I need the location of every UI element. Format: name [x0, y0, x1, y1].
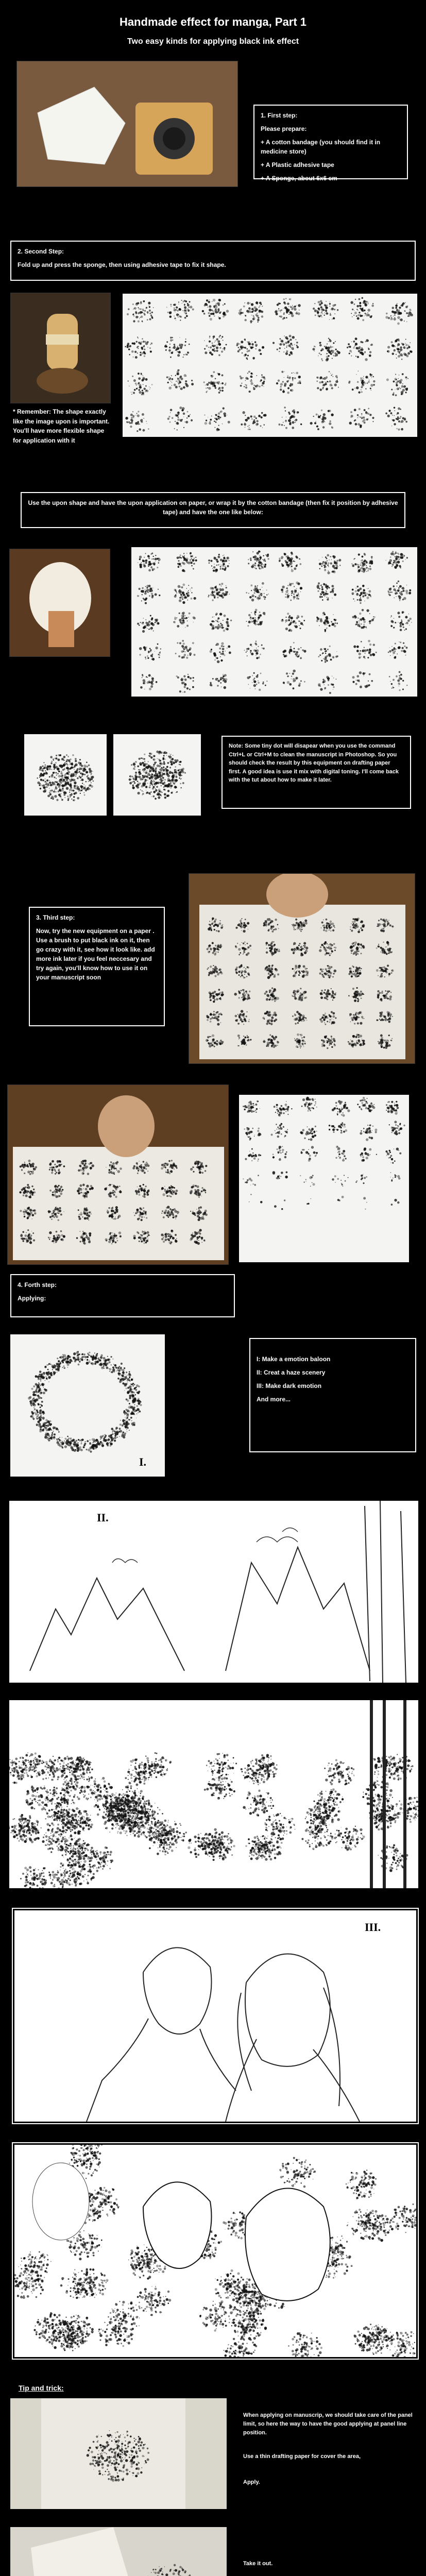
step1-heading: 1. First step:	[261, 112, 298, 119]
tip-takeout-photo	[10, 2527, 227, 2576]
step4-applying: Applying:	[18, 1295, 46, 1302]
dark-emotion-lineart	[13, 1909, 418, 2123]
step2-body: Fold up and press the sponge, then using adhesive tape to fix it shape.	[18, 261, 226, 268]
step4-heading: 4. Forth step:	[18, 1281, 57, 1289]
stamping-photo-2	[7, 1084, 229, 1265]
ink-dots-sheet-3	[239, 1095, 409, 1262]
emotion-balloon-panel	[10, 1334, 165, 1477]
uses-box	[249, 1338, 416, 1452]
step4-box	[10, 1274, 235, 1317]
step1-box	[253, 105, 408, 182]
roman-two: II.	[97, 1511, 109, 1524]
step1-line-0: Please prepare:	[261, 125, 307, 132]
roman-one: I.	[139, 1455, 147, 1468]
tip-text-2: Use a thin drafting paper for cover the area,	[243, 2453, 361, 2460]
use-item-0: I: Make a emotion baloon	[257, 1355, 331, 1363]
blot-sample-right	[113, 734, 201, 816]
use-item-1: II: Creat a haze scenery	[257, 1369, 326, 1376]
page-subtitle: Two easy kinds for applying black ink effect	[127, 37, 299, 46]
bandage-note: Use the upon shape and have the upon application on paper, or wrap it by the cotton bandage (then fix it position by adhesive tape) and have the one like below:	[28, 499, 398, 516]
step2-heading: 2. Second Step:	[18, 248, 64, 255]
folded-sponge-photo	[10, 293, 111, 403]
tips-heading: Tip and trick:	[19, 2384, 64, 2392]
step1-line-2: + A Plastic adhesive tape	[261, 161, 334, 168]
tip-cover-photo	[10, 2398, 227, 2509]
step3-heading: 3. Third step:	[36, 914, 75, 921]
dirt-note: Note: Some tiny dot will disapear when you use the command Ctrl+L or Ctrl+M to clean the manuscript in Photoshop. So you should check the result by this equipment on drafting paper first. A good idea is use it mix with digital toning. I'll come back with the tut about how to make it later.	[229, 743, 399, 783]
haze-scenery-inked	[9, 1700, 418, 1888]
haze-scenery-lineart	[9, 1501, 418, 1683]
page-title: Handmade effect for manga, Part 1	[119, 15, 307, 28]
use-item-2: III: Make dark emotion	[257, 1382, 322, 1389]
dirt-note-box	[221, 736, 411, 809]
step1-line-1: + A cotton bandage (you should find it in medicine store)	[261, 139, 381, 155]
tip-text-4: Take it out.	[243, 2561, 273, 2567]
bandage-note-box	[21, 492, 405, 528]
step3-box	[29, 907, 165, 1026]
step3-body: Now, try the new equipment on a paper . Use a brush to put black ink on it, then go crazy with it, see how it look like. add more ink later if you feel neccesary and try again, you'll know how to use it on your manuscript soon	[36, 927, 155, 981]
dark-emotion-inked	[13, 2143, 418, 2359]
remember-note: * Remember: The shape exactly like the image upon is important. You'll have more flexible shape for application with it	[13, 408, 110, 444]
tip-text-3: Apply.	[243, 2479, 260, 2485]
blot-sample-left	[24, 734, 107, 816]
roman-three: III.	[365, 1921, 381, 1934]
use-item-3: And more...	[257, 1396, 291, 1403]
step2-box	[10, 241, 416, 281]
ink-dots-sheet-1	[123, 294, 417, 437]
materials-photo	[16, 61, 238, 187]
stamping-photo	[189, 873, 415, 1064]
ink-dots-sheet-2	[131, 547, 417, 697]
bandage-sponge-photo	[9, 549, 110, 657]
tip-text-1: When applying on manuscrip, we should take care of the panel limit, so here the way to have the good applying at panel line position.	[243, 2412, 413, 2436]
step1-line-3: + A Sponge, about 6x6 cm	[261, 175, 337, 182]
